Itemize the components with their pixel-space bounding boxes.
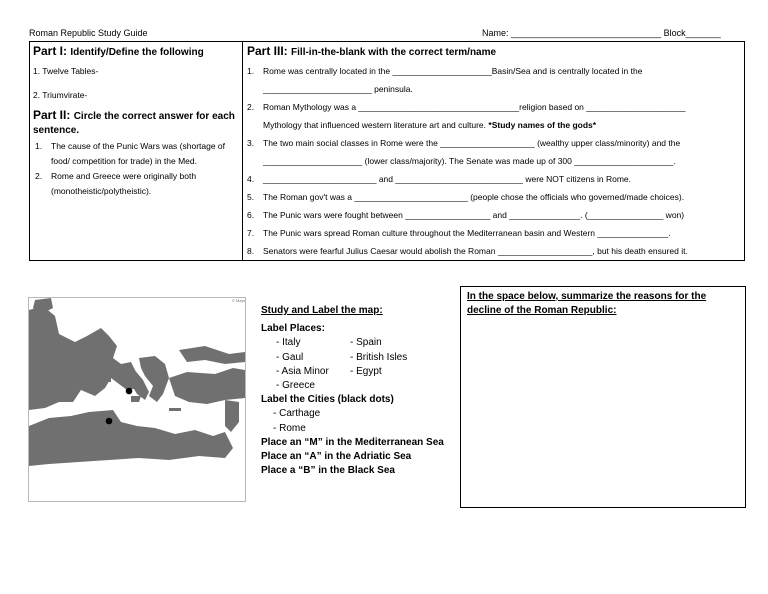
item-number: 6. xyxy=(247,210,255,220)
fill-blank-line xyxy=(247,152,740,170)
crete xyxy=(169,408,181,411)
fill-blank-line xyxy=(247,224,740,242)
item-number: 8. xyxy=(247,246,255,256)
name-block-line: Name: ______________________________ Block_______ xyxy=(482,28,721,38)
place-item: - Gaul xyxy=(276,351,304,363)
fill-blank-line xyxy=(247,98,740,116)
fill-blank-line xyxy=(247,62,740,80)
part1-item: 1. Twelve Tables- xyxy=(33,66,99,76)
part2-heading xyxy=(33,109,239,137)
instructions-title: Study and Label the map: xyxy=(261,305,383,316)
places-heading: Label Places: xyxy=(261,323,325,335)
left-column xyxy=(30,42,243,260)
document-title: Roman Republic Study Guide xyxy=(29,28,148,38)
item-number: 5. xyxy=(247,192,255,202)
map-drawing xyxy=(29,298,245,501)
fill-blank-line xyxy=(247,116,740,134)
item-number: 7. xyxy=(247,228,255,238)
part3-title: Part III: xyxy=(247,44,288,58)
mediterranean-map xyxy=(28,297,246,502)
place-item: - Egypt xyxy=(350,365,382,377)
part1-item: 2. Triumvirate- xyxy=(33,90,88,100)
item-number: 1. xyxy=(247,66,255,76)
fill-blank-line xyxy=(247,170,740,188)
fill-blank-line xyxy=(247,242,740,260)
part3-subtitle: Fill-in-the-blank with the correct term/name xyxy=(291,47,497,58)
part2-subtitle: Circle the correct answer for each sentence. xyxy=(33,111,235,136)
item-text: Roman Mythology was a __________________________________religion based on _____________________ xyxy=(263,102,686,112)
sea-instruction: Place an “M” in the Mediterranean Sea xyxy=(261,436,444,448)
item-number: 2. xyxy=(247,102,255,112)
item-text: ________________________ and ___________________________ were NOT citizens in Rome. xyxy=(263,174,632,184)
summary-prompt: In the space below, summarize the reasons for the decline of the Roman Republic: xyxy=(467,291,707,316)
sea-instruction: Place a “B” in the Black Sea xyxy=(261,465,395,477)
part1-title: Part I: xyxy=(33,44,68,58)
part2-item xyxy=(33,169,239,199)
right-column xyxy=(243,42,744,260)
sea-instruction: Place an “A” in the Adriatic Sea xyxy=(261,451,412,463)
item-text: The Punic wars spread Roman culture throughout the Mediterranean basin and Western _______________. xyxy=(263,228,671,238)
part2-title: Part II: xyxy=(33,108,71,122)
item-text: Mythology that influenced western literature art and culture. xyxy=(263,120,487,130)
part3-heading xyxy=(247,44,740,60)
item-text: _______________________ peninsula. xyxy=(263,84,413,94)
city-item: - Carthage xyxy=(273,408,321,420)
part1-subtitle: Identify/Define the following xyxy=(70,47,204,58)
item-number: 4. xyxy=(247,174,255,184)
place-item: - Italy xyxy=(276,337,301,349)
place-item: - British Isles xyxy=(350,351,408,363)
place-item: - Greece xyxy=(276,380,315,392)
item-text: Rome was centrally located in the _____________________Basin/Sea and is centrally located in the xyxy=(263,66,643,76)
city-item: - Rome xyxy=(273,422,306,434)
places-list xyxy=(261,336,444,393)
item-text: _____________________ (lower class/majority). The Senate was made up of 300 _____________________. xyxy=(263,156,676,166)
part2-item xyxy=(33,139,239,169)
place-item: - Asia Minor xyxy=(276,365,329,377)
study-guide-table xyxy=(29,41,745,261)
part1-heading xyxy=(33,44,239,60)
item-number: 3. xyxy=(247,138,255,148)
fill-blank-line xyxy=(247,134,740,152)
place-item: - Spain xyxy=(350,337,382,349)
item-text: The Punic wars were fought between __________________ and _______________. (________________ won) xyxy=(263,210,685,220)
item-text: The two main social classes in Rome were the ____________________ (wealthy upper class/minority) and the xyxy=(263,138,681,148)
fill-blank-line xyxy=(247,188,740,206)
map-instructions xyxy=(261,304,444,478)
city-dot-rome xyxy=(126,388,133,395)
map-copyright: © Maps xyxy=(232,298,245,303)
fill-blank-line xyxy=(247,206,740,224)
summary-box[interactable] xyxy=(460,286,746,508)
item-text: The cause of the Punic Wars was (shortage of food/ competition for trade) in the Med. xyxy=(51,141,226,166)
item-number: 1. xyxy=(35,141,43,151)
gods-note: *Study names of the gods* xyxy=(488,120,597,130)
cities-heading: Label the Cities (black dots) xyxy=(261,394,394,406)
city-dot-carthage xyxy=(106,418,113,425)
item-text: The Roman gov't was a ________________________ (people chose the officials who governed/made choices). xyxy=(263,192,685,202)
sardinia xyxy=(105,370,111,382)
fill-blank-line xyxy=(247,80,740,98)
item-text: Rome and Greece were originally both (monotheistic/polytheistic). xyxy=(51,171,197,196)
item-text: Senators were fearful Julius Caesar would abolish the Roman ____________________, but his death ensured it. xyxy=(263,246,688,256)
item-number: 2. xyxy=(35,171,43,181)
